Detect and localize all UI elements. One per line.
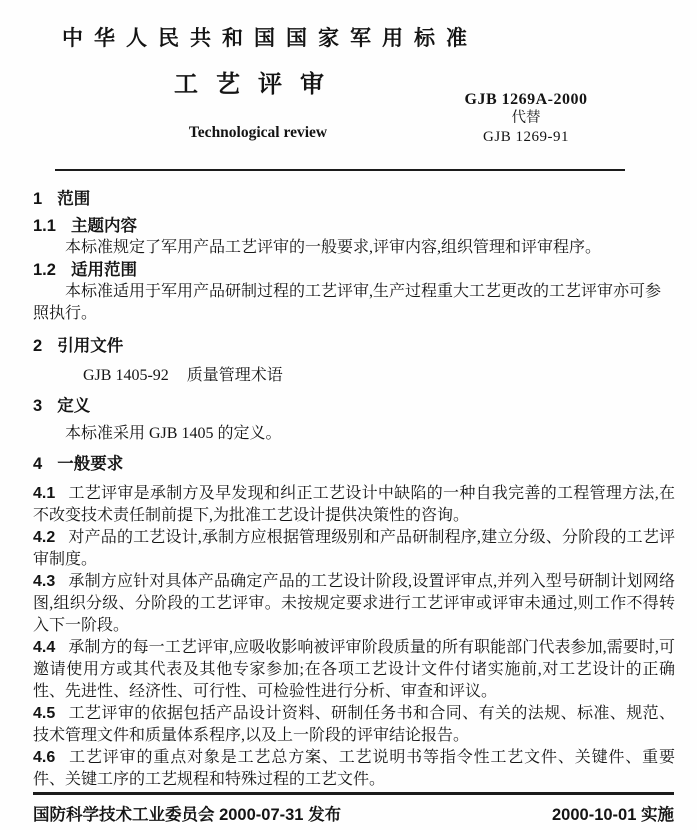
document-title: 工艺评审 bbox=[174, 71, 342, 98]
clause-4-2 bbox=[33, 527, 675, 571]
section-number: 3 bbox=[33, 397, 43, 415]
clause-text: 工艺评审是承制方及早发现和纠正工艺设计中缺陷的一种自我完善的工程管理方法,在不改变技术责任制前提下,为批准工艺设计提供决策性的咨询。 bbox=[33, 485, 675, 524]
clause-4-4 bbox=[33, 637, 675, 703]
clause-number: 4.1 bbox=[33, 485, 56, 502]
clause-4-6 bbox=[33, 747, 675, 791]
clause-number: 4.5 bbox=[33, 705, 56, 722]
section-title: 范围 bbox=[57, 190, 91, 208]
clause-text: 工艺评审的重点对象是工艺总方案、工艺说明书等指令性工艺文件、关键件、重要件、关键工序的工艺规程和特殊过程的工艺文件。 bbox=[33, 749, 675, 788]
clause-4-3 bbox=[33, 571, 675, 637]
clause-text: 承制方应针对具体产品确定产品的工艺设计阶段,设置评审点,并列入型号研制计划网络图,组织分级、分阶段的工艺评审。未按规定要求进行工艺评审或评审未通过,则工作不得转入下一阶段。 bbox=[33, 573, 675, 634]
replaced-standard-number: GJB 1269-91 bbox=[483, 129, 569, 145]
effective-info: 2000-10-01 实施 bbox=[552, 806, 674, 824]
referenced-standard-title: 质量管理术语 bbox=[186, 367, 283, 384]
clause-number: 4.6 bbox=[33, 749, 56, 766]
clause-text: 工艺评审的依据包括产品设计资料、研制任务书和合同、有关的法规、标准、规范、技术管理文件和质量体系程序,以及上一阶段的评审结论报告。 bbox=[33, 705, 675, 744]
clause-4-1 bbox=[33, 483, 675, 527]
section-number: 1.1 bbox=[33, 217, 56, 235]
clause-number: 4.4 bbox=[33, 639, 56, 656]
header-divider bbox=[55, 169, 625, 171]
document-title-english: Technological review bbox=[188, 124, 328, 141]
clause-text: 对产品的工艺设计,承制方应根据管理级别和产品研制程序,建立分级、分阶段的工艺评审制度。 bbox=[33, 529, 675, 568]
section-number: 1 bbox=[33, 190, 43, 208]
standard-type-title: 中华人民共和国国家军用标准 bbox=[62, 27, 478, 50]
section-title: 定义 bbox=[57, 397, 91, 415]
clause-4-5 bbox=[33, 703, 675, 747]
section-title: 引用文件 bbox=[57, 337, 124, 355]
issue-info: 国防科学技术工业委员会 2000-07-31 发布 bbox=[33, 806, 342, 824]
document-body bbox=[33, 188, 675, 791]
referenced-standard-number: GJB 1405-92 bbox=[83, 367, 169, 384]
replaces-label: 代替 bbox=[511, 110, 541, 126]
clause-number: 4.3 bbox=[33, 573, 56, 590]
section-heading-1-2 bbox=[33, 259, 675, 281]
paragraph-3: 本标准采用 GJB 1405 的定义。 bbox=[65, 425, 282, 442]
clause-text: 承制方的每一工艺评审,应吸收影响被评审阶段质量的所有职能部门代表参加,需要时,可邀请使用方或其代表及其他专家参加;在各项工艺设计文件付诸实施前,对工艺设计的正确性、先进性、经济性、可行性、可检验性进行分析、审查和评议。 bbox=[33, 639, 675, 700]
section-heading-1-1 bbox=[33, 215, 675, 237]
section-heading-3 bbox=[33, 395, 675, 417]
section-number: 4 bbox=[33, 455, 43, 473]
referenced-standard bbox=[83, 365, 675, 387]
standard-number: GJB 1269A-2000 bbox=[464, 91, 588, 108]
section-heading-4 bbox=[33, 453, 675, 475]
paragraph-1-2: 本标准适用于军用产品研制过程的工艺评审,生产过程重大工艺更改的工艺评审亦可参照执行。 bbox=[33, 283, 662, 322]
document-footer bbox=[33, 801, 674, 825]
section-number: 2 bbox=[33, 337, 43, 355]
section-heading-2 bbox=[33, 335, 675, 357]
section-title: 一般要求 bbox=[57, 455, 124, 473]
section-title: 适用范围 bbox=[70, 261, 137, 279]
section-number: 1.2 bbox=[33, 261, 56, 279]
clause-number: 4.2 bbox=[33, 529, 56, 546]
section-title: 主题内容 bbox=[70, 217, 137, 235]
paragraph-1-1: 本标准规定了军用产品工艺评审的一般要求,评审内容,组织管理和评审程序。 bbox=[65, 239, 602, 256]
section-heading-1 bbox=[33, 188, 675, 210]
footer-divider bbox=[33, 792, 674, 795]
